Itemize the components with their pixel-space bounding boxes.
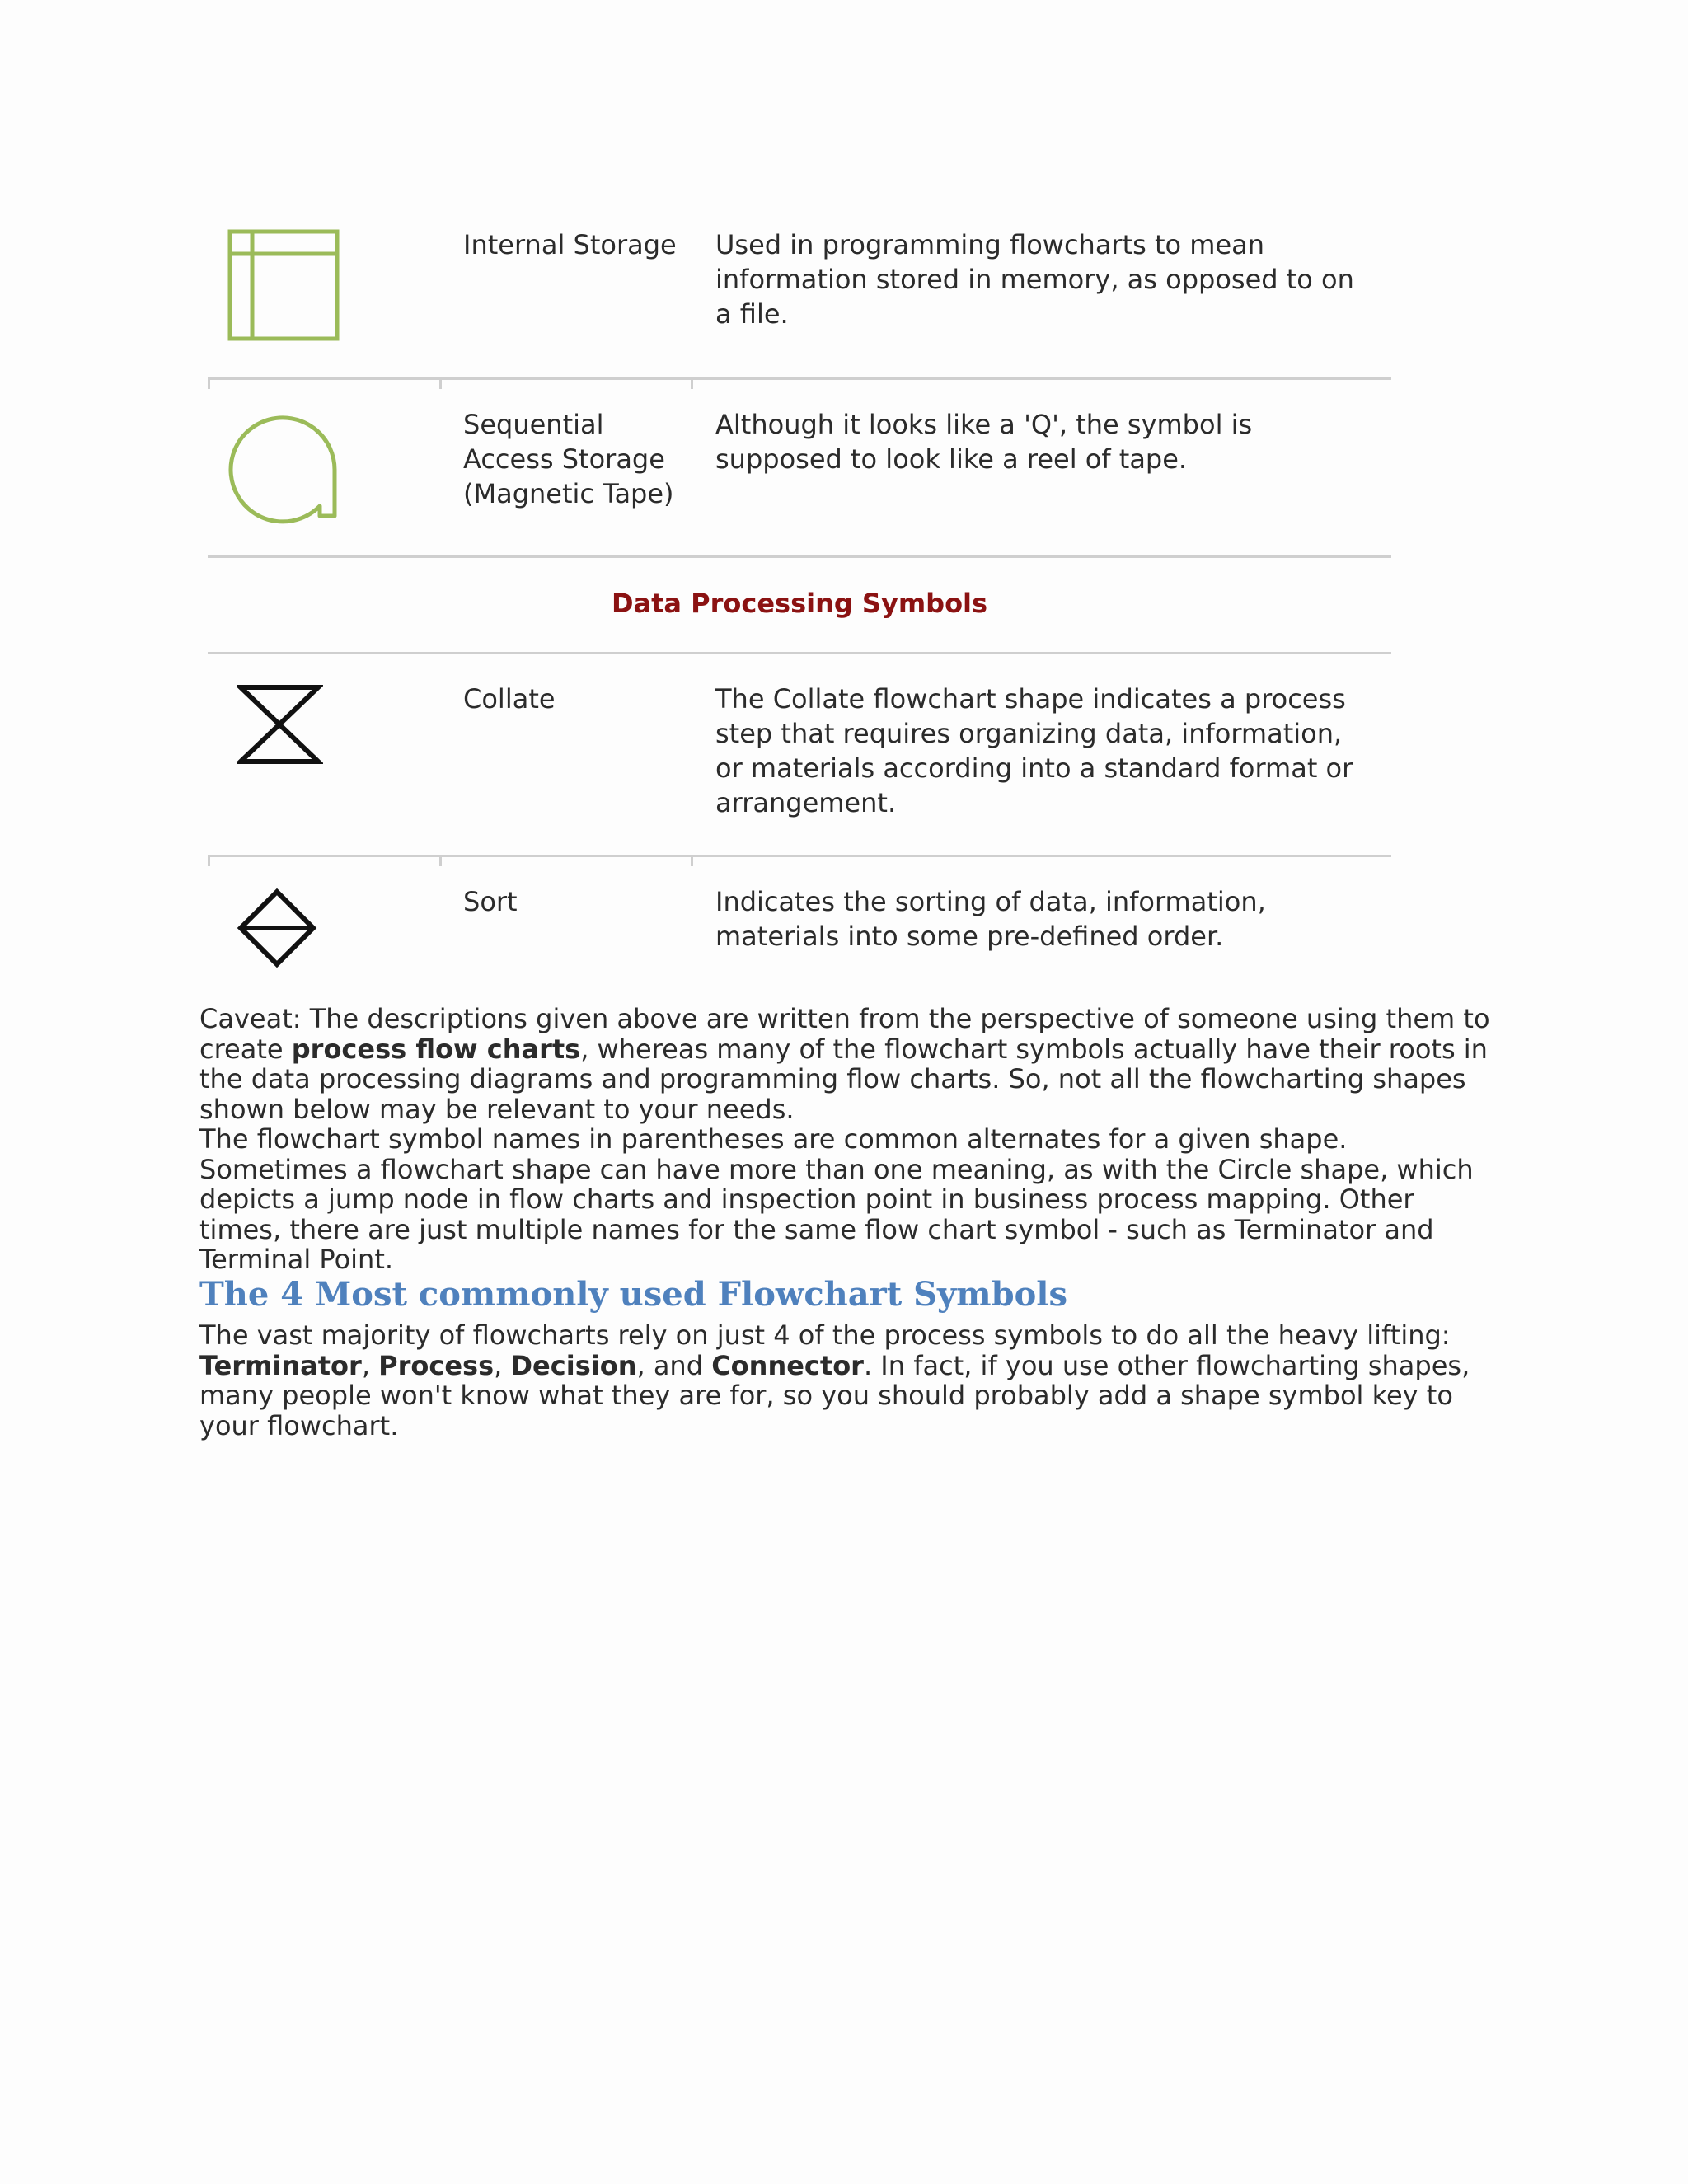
alternates-paragraph: The flowchart symbol names in parentheses are common alternates for a given shape. Sometimes a flowchart shape can have more than one meaning, as with the Circle shape, which depicts a jump node in flow charts and inspection point in business process mapping. Other times, there are just multiple names for the same flow chart symbol - such as Terminator and Terminal Point. bbox=[199, 1123, 1474, 1275]
sort-icon bbox=[237, 888, 320, 974]
decision-term: Decision bbox=[510, 1349, 637, 1381]
table-row bbox=[208, 190, 1391, 377]
connector-term: Connector bbox=[711, 1349, 864, 1381]
symbol-name: Sequential Access Storage (Magnetic Tape) bbox=[463, 409, 674, 509]
caveat-text: Caveat: The descriptions given above are written from the perspective of someone using them to create bbox=[199, 1003, 1490, 1065]
symbol-name: Internal Storage bbox=[463, 229, 677, 260]
table-row bbox=[208, 652, 1391, 855]
section-title: Data Processing Symbols bbox=[611, 588, 988, 619]
table-row bbox=[208, 855, 1391, 1004]
section-heading: The 4 Most commonly used Flowchart Symbols bbox=[199, 1275, 1067, 1314]
symbol-description: Although it looks like a 'Q', the symbol is supposed to look like a reel of tape. bbox=[715, 409, 1253, 475]
separator: , and bbox=[636, 1349, 712, 1381]
symbol-description: Indicates the sorting of data, information, materials into some pre-defined order. bbox=[715, 886, 1266, 952]
caveat-paragraph bbox=[199, 1004, 1502, 1124]
caveat-bold-text: process flow charts bbox=[291, 1033, 581, 1065]
symbol-description: Used in programming flowcharts to mean information stored in memory, as opposed to on a file. bbox=[715, 229, 1354, 330]
process-term: Process bbox=[378, 1349, 495, 1381]
internal-storage-icon bbox=[227, 229, 343, 348]
symbol-name: Collate bbox=[463, 683, 556, 715]
common-intro-text: The vast majority of flowcharts rely on just 4 of the process symbols to do all the heavy lifting: bbox=[199, 1319, 1451, 1351]
common-outro-text: . In fact, if you use other flowcharting shapes, many people won't know what they are for, so you should probably add a shape symbol key to your flowchart. bbox=[199, 1349, 1470, 1441]
caveat-text-continued: , whereas many of the flowchart symbols actually have their roots in the data processing diagrams and programming flow charts. So, not all the flowcharting shapes shown below may be relevant to your needs. bbox=[199, 1033, 1488, 1125]
common-symbols-paragraph bbox=[199, 1320, 1502, 1441]
separator: , bbox=[361, 1349, 379, 1381]
symbol-name: Sort bbox=[463, 886, 518, 917]
sequential-access-storage-icon bbox=[227, 410, 343, 529]
flowchart-symbols-table bbox=[208, 190, 1391, 1004]
table-section-row bbox=[208, 555, 1391, 652]
separator: , bbox=[494, 1349, 511, 1381]
symbol-description: The Collate flowchart shape indicates a process step that requires organizing data, information, or materials according into a standard format or arrangement. bbox=[715, 683, 1353, 818]
collate-icon bbox=[237, 684, 323, 770]
table-row bbox=[208, 377, 1391, 555]
terminator-term: Terminator bbox=[199, 1349, 362, 1381]
